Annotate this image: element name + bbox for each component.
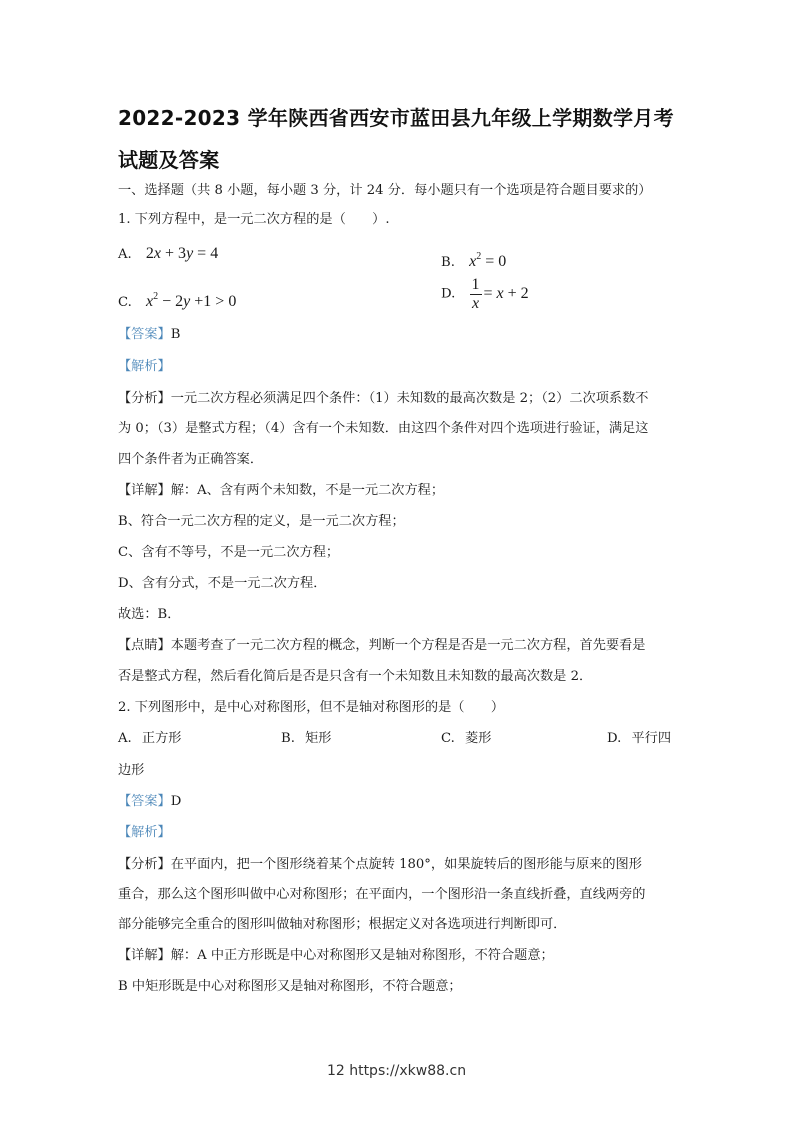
option-text: 菱形: [465, 731, 492, 746]
q2-option-d-wrap: 边形: [118, 763, 145, 778]
q1-fenxi-line-3: 四个条件者为正确答案．: [118, 452, 264, 467]
q1-xiangjie-line-5: 故选：B．: [118, 607, 181, 622]
question-1-stem: 1. 下列方程中，是一元二次方程的是（ ）.: [118, 212, 390, 227]
q2-xiangjie-line-2: B 中矩形既是中心对称图形又是轴对称图形，不符合题意；: [118, 979, 462, 994]
option-b-math: $x^2 = 0$: [469, 251, 507, 270]
option-label: D.: [441, 286, 456, 302]
section-heading: 一、选择题（共 8 小题，每小题 3 分，计 24 分．每小题只有一个选项是符合题目要求的）: [118, 183, 652, 198]
fenxi-tag: 【分析】: [118, 391, 171, 406]
document-title-line-1: 2022-2023 学年陕西省西安市蓝田县九年级上学期数学月考: [118, 106, 674, 130]
option-label: A.: [118, 247, 132, 262]
q1-option-b: [441, 249, 506, 271]
option-a-math: 2x + 3y = 4: [145, 245, 219, 262]
q2-option-c: [441, 731, 491, 747]
fenxi-tag: 【分析】: [118, 857, 171, 872]
option-text: 正方形: [141, 731, 182, 746]
q1-dianjing-line-1: [118, 638, 693, 654]
q1-dianjing-line-2: 否是整式方程，然后看化简后是否是只含有一个未知数且未知数的最高次数是 2．: [118, 669, 593, 684]
q2-xiangjie-line-1: [118, 948, 693, 964]
q2-option-a: [118, 731, 181, 747]
q1-answer: [118, 327, 693, 343]
q2-option-d: [607, 731, 671, 747]
q1-xiangjie-line-1: [118, 483, 693, 499]
dianjing-tag: 【点睛】: [118, 638, 171, 653]
document-title-line-2: 试题及答案: [118, 148, 220, 172]
q1-fenxi-line-2: 为 0；（3）是整式方程；（4）含有一个未知数．由这四个条件对四个选项进行验证，满足这: [118, 421, 649, 436]
fenxi-text: 在平面内，把一个图形绕着某个点旋转 180°，如果旋转后的图形能与原来的图形: [170, 857, 642, 872]
q2-analysis-heading: [118, 825, 693, 841]
option-label: D.: [607, 731, 622, 746]
answer-value: B: [170, 327, 181, 342]
question-2-stem: 2. 下列图形中，是中心对称图形，但不是轴对称图形的是（ ）: [118, 700, 505, 715]
analysis-tag: 【解析】: [118, 359, 171, 374]
xiangjie-text: 解：A 中正方形既是中心对称图形又是轴对称图形，不符合题意；: [170, 948, 554, 963]
page-footer: 12 https://xkw88.cn: [326, 1063, 467, 1079]
q1-analysis-heading: [118, 359, 693, 375]
q1-xiangjie-line-3: C、含有不等号，不是一元二次方程；: [118, 545, 340, 560]
option-label: C.: [118, 295, 132, 310]
answer-value: D: [170, 794, 182, 809]
option-label: C.: [441, 731, 455, 746]
xiangjie-tag: 【详解】: [118, 948, 171, 963]
option-text: 矩形: [305, 731, 332, 746]
option-c-math: $x^2 - 2y +1 > 0$: [146, 291, 237, 310]
q1-xiangjie-line-2: B、符合一元二次方程的定义，是一元二次方程；: [118, 514, 405, 529]
option-d-math: $\frac{1}{x}$ = x + 2: [471, 276, 529, 312]
xiangjie-tag: 【详解】: [118, 483, 171, 498]
fenxi-text: 一元二次方程必须满足四个条件：（1）未知数的最高次数是 2；（2）二次项系数不: [170, 391, 649, 406]
option-label: A.: [118, 731, 132, 746]
q1-xiangjie-line-4: D、含有分式，不是一元二次方程．: [118, 576, 327, 591]
option-label: B.: [441, 255, 455, 270]
q2-fenxi-line-1: [118, 857, 693, 873]
dianjing-text: 本题考查了一元二次方程的概念，判断一个方程是否是一元二次方程，首先要看是: [170, 638, 646, 653]
analysis-tag: 【解析】: [118, 825, 171, 840]
answer-tag: 【答案】: [118, 327, 171, 342]
answer-tag: 【答案】: [118, 794, 171, 809]
q2-fenxi-line-2: 重合，那么这个图形叫做中心对称图形；在平面内，一个图形沿一条直线折叠，直线两旁的: [118, 887, 646, 902]
xiangjie-text: 解：A、含有两个未知数，不是一元二次方程；: [170, 483, 445, 498]
q1-option-a: [118, 246, 218, 263]
q2-option-b: [281, 731, 331, 747]
option-text: 平行四: [631, 731, 672, 746]
q1-option-d: [441, 276, 529, 313]
q1-fenxi-line-1: [118, 391, 693, 407]
option-label: B.: [281, 731, 295, 746]
q2-answer: [118, 794, 693, 810]
q2-fenxi-line-3: 部分能够完全重合的图形叫做轴对称图形；根据定义对各选项进行判断即可．: [118, 917, 567, 932]
q1-option-c: [118, 289, 236, 311]
